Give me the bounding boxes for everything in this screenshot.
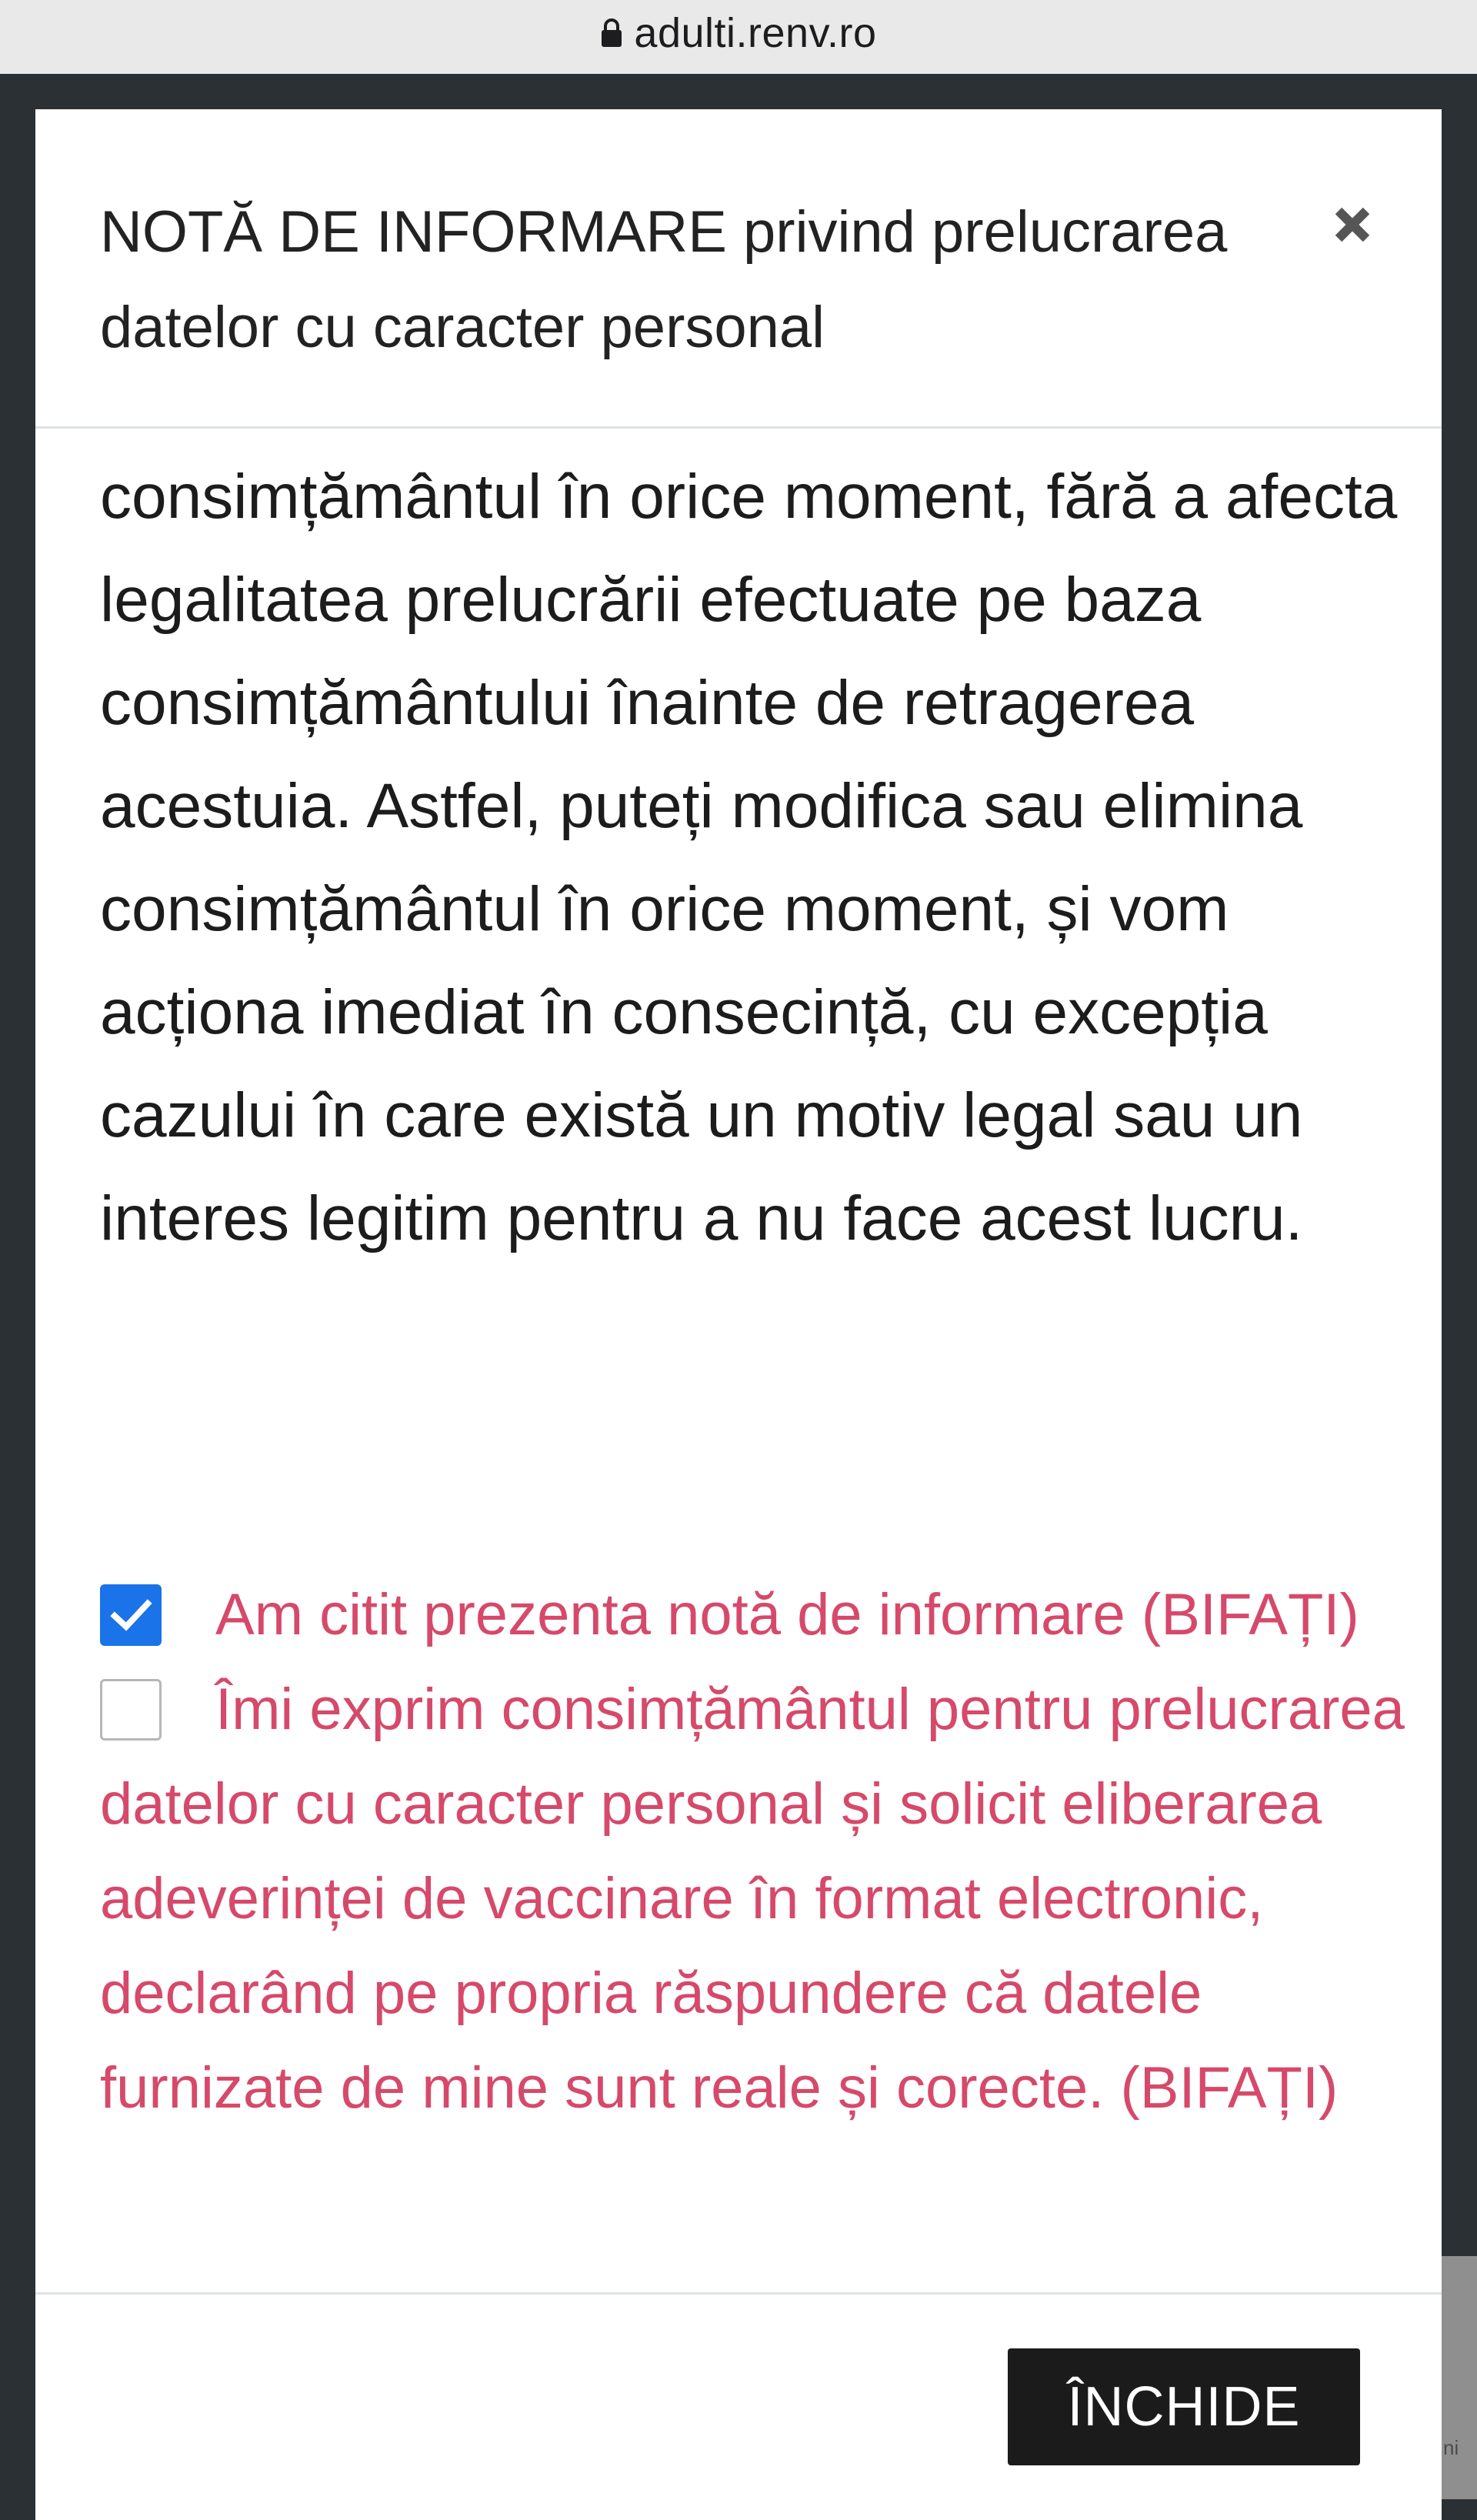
consent-checkboxes bbox=[100, 1567, 1408, 2135]
consent-read-label[interactable]: Am citit prezenta notă de informare (BIFAȚI) bbox=[215, 1582, 1359, 1647]
modal-header bbox=[35, 109, 1442, 429]
modal-footer bbox=[35, 2292, 1442, 2520]
consent-read-checkbox[interactable] bbox=[100, 1584, 162, 1646]
lock-icon bbox=[600, 18, 623, 48]
modal-body[interactable] bbox=[35, 429, 1442, 2402]
checkmark-icon bbox=[102, 1587, 159, 1644]
consent-data-label[interactable]: Îmi exprim consimțământul pentru prelucrarea datelor cu caracter personal și solicit eliberarea adeverinței de vaccinare în format electronic, declarând pe propria răspundere că datele furnizate de mine sunt reale și corecte. (BIFAȚI) bbox=[100, 1677, 1405, 2121]
url-text: adulti.renv.ro bbox=[634, 10, 877, 56]
consent-read-row[interactable] bbox=[100, 1567, 1408, 1662]
close-footer-button[interactable]: ÎNCHIDE bbox=[1008, 2348, 1360, 2465]
consent-data-checkbox[interactable] bbox=[100, 1679, 162, 1741]
modal-title-heading: NOTĂ DE INFORMARE bbox=[100, 199, 727, 265]
notice-body-text: consimțământul în orice moment, fără a afecta legalitatea prelucrării efectuate pe baza consimțământului înainte de retragerea acestuia. Astfel, puteți modifica sau elimina consimțământul în orice moment, și vom acționa imediat în consecință, cu excepția cazului în care există un motiv legal sau un interes legitim pentru a nu face acest lucru. bbox=[100, 462, 1398, 1253]
consent-data-row[interactable] bbox=[100, 1662, 1408, 2135]
close-button[interactable] bbox=[1312, 185, 1392, 265]
url-display[interactable] bbox=[600, 9, 876, 57]
background-page-text: ni bbox=[1443, 2436, 1459, 2459]
page-scrollbar[interactable] bbox=[1442, 2256, 1477, 2499]
close-icon bbox=[1312, 185, 1392, 265]
modal-title bbox=[100, 185, 1254, 375]
modal-title-subheading: privind prelucrarea datelor cu caracter personal bbox=[100, 199, 1228, 360]
browser-address-bar[interactable] bbox=[0, 0, 1477, 74]
privacy-notice-modal bbox=[35, 109, 1442, 2518]
